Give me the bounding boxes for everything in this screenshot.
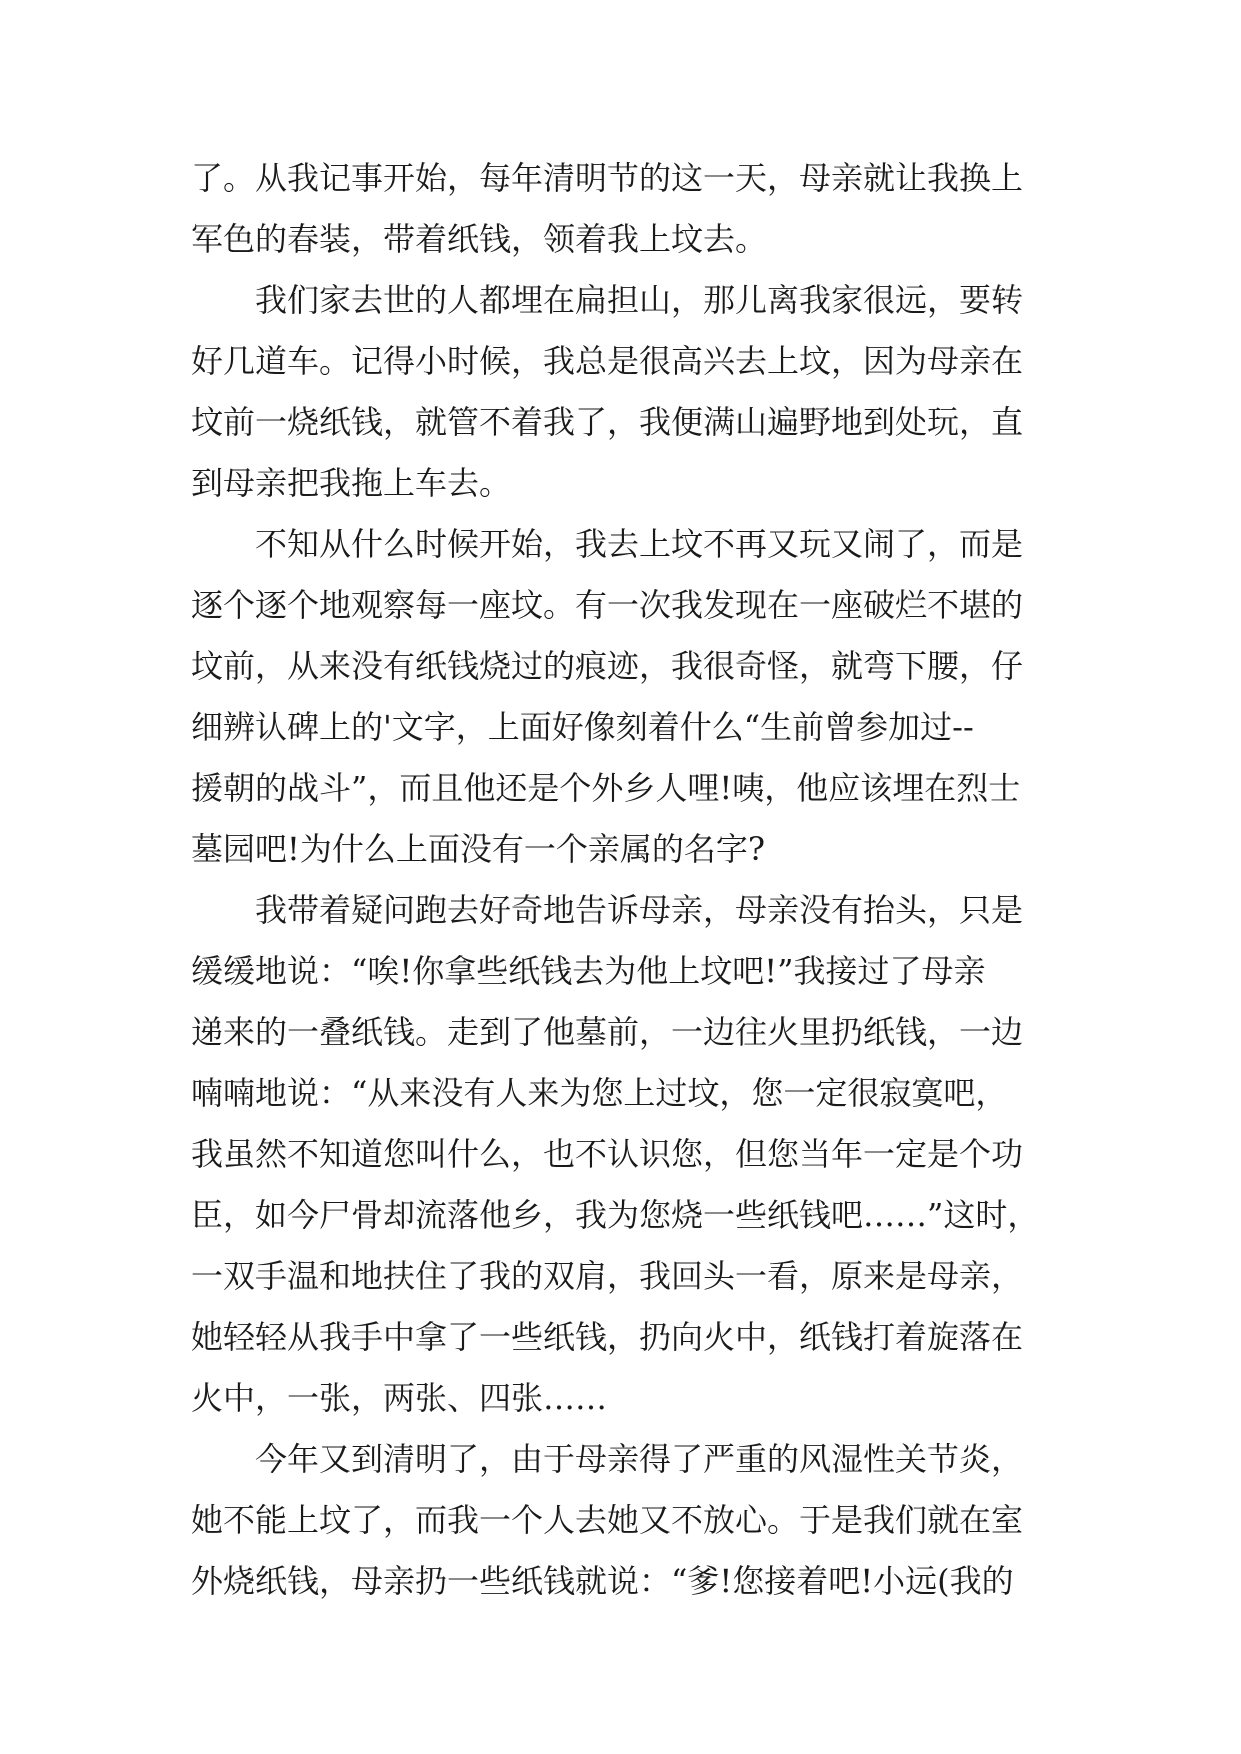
text-line: 一双手温和地扶住了我的双肩，我回头一看，原来是母亲， bbox=[191, 1257, 1024, 1295]
text-line: 火中，一张，两张、四张…… bbox=[191, 1379, 608, 1417]
text-line: 坟前一烧纸钱，就管不着我了，我便满山遍野地到处玩，直 bbox=[191, 403, 1024, 441]
text-line: 援朝的战斗”，而且他还是个外乡人哩!咦，他应该埋在烈士 bbox=[191, 769, 1021, 807]
text-line: 她不能上坟了，而我一个人去她又不放心。于是我们就在室 bbox=[191, 1501, 1024, 1539]
text-line: 到母亲把我拖上车去。 bbox=[191, 464, 512, 502]
paragraph-start-line: 今年又到清明了，由于母亲得了严重的风湿性关节炎， bbox=[255, 1440, 1024, 1478]
paragraph-start-line: 不知从什么时候开始，我去上坟不再又玩又闹了，而是 bbox=[255, 525, 1024, 563]
paragraph-start-line: 我们家去世的人都埋在扁担山，那儿离我家很远，要转 bbox=[255, 281, 1024, 319]
text-line: 了。从我记事开始，每年清明节的这一天，母亲就让我换上 bbox=[191, 159, 1024, 197]
document-body bbox=[191, 148, 1051, 1612]
text-line: 喃喃地说：“从来没有人来为您上过坟，您一定很寂寞吧， bbox=[191, 1074, 1008, 1112]
paragraph-start-line: 我带着疑问跑去好奇地告诉母亲，母亲没有抬头，只是 bbox=[255, 891, 1024, 929]
text-line: 臣，如今尸骨却流落他乡，我为您烧一些纸钱吧……”这时， bbox=[191, 1196, 1040, 1234]
text-line: 墓园吧!为什么上面没有一个亲属的名字? bbox=[191, 830, 766, 868]
text-line: 外烧纸钱，母亲扔一些纸钱就说：“爹!您接着吧!小远(我的 bbox=[191, 1562, 1014, 1600]
text-line: 她轻轻从我手中拿了一些纸钱，扔向火中，纸钱打着旋落在 bbox=[191, 1318, 1024, 1356]
text-line: 缓缓地说：“唉!你拿些纸钱去为他上坟吧!”我接过了母亲 bbox=[191, 952, 986, 990]
text-line: 细辨认碑上的'文字，上面好像刻着什么“生前曾参加过-- bbox=[191, 708, 974, 746]
text-line: 逐个逐个地观察每一座坟。有一次我发现在一座破烂不堪的 bbox=[191, 586, 1024, 624]
text-line: 坟前，从来没有纸钱烧过的痕迹，我很奇怪，就弯下腰，仔 bbox=[191, 647, 1024, 685]
text-line: 好几道车。记得小时候，我总是很高兴去上坟，因为母亲在 bbox=[191, 342, 1024, 380]
text-line: 递来的一叠纸钱。走到了他墓前，一边往火里扔纸钱，一边 bbox=[191, 1013, 1024, 1051]
text-line: 军色的春装，带着纸钱，领着我上坟去。 bbox=[191, 220, 768, 258]
text-line: 我虽然不知道您叫什么，也不认识您，但您当年一定是个功 bbox=[191, 1135, 1024, 1173]
